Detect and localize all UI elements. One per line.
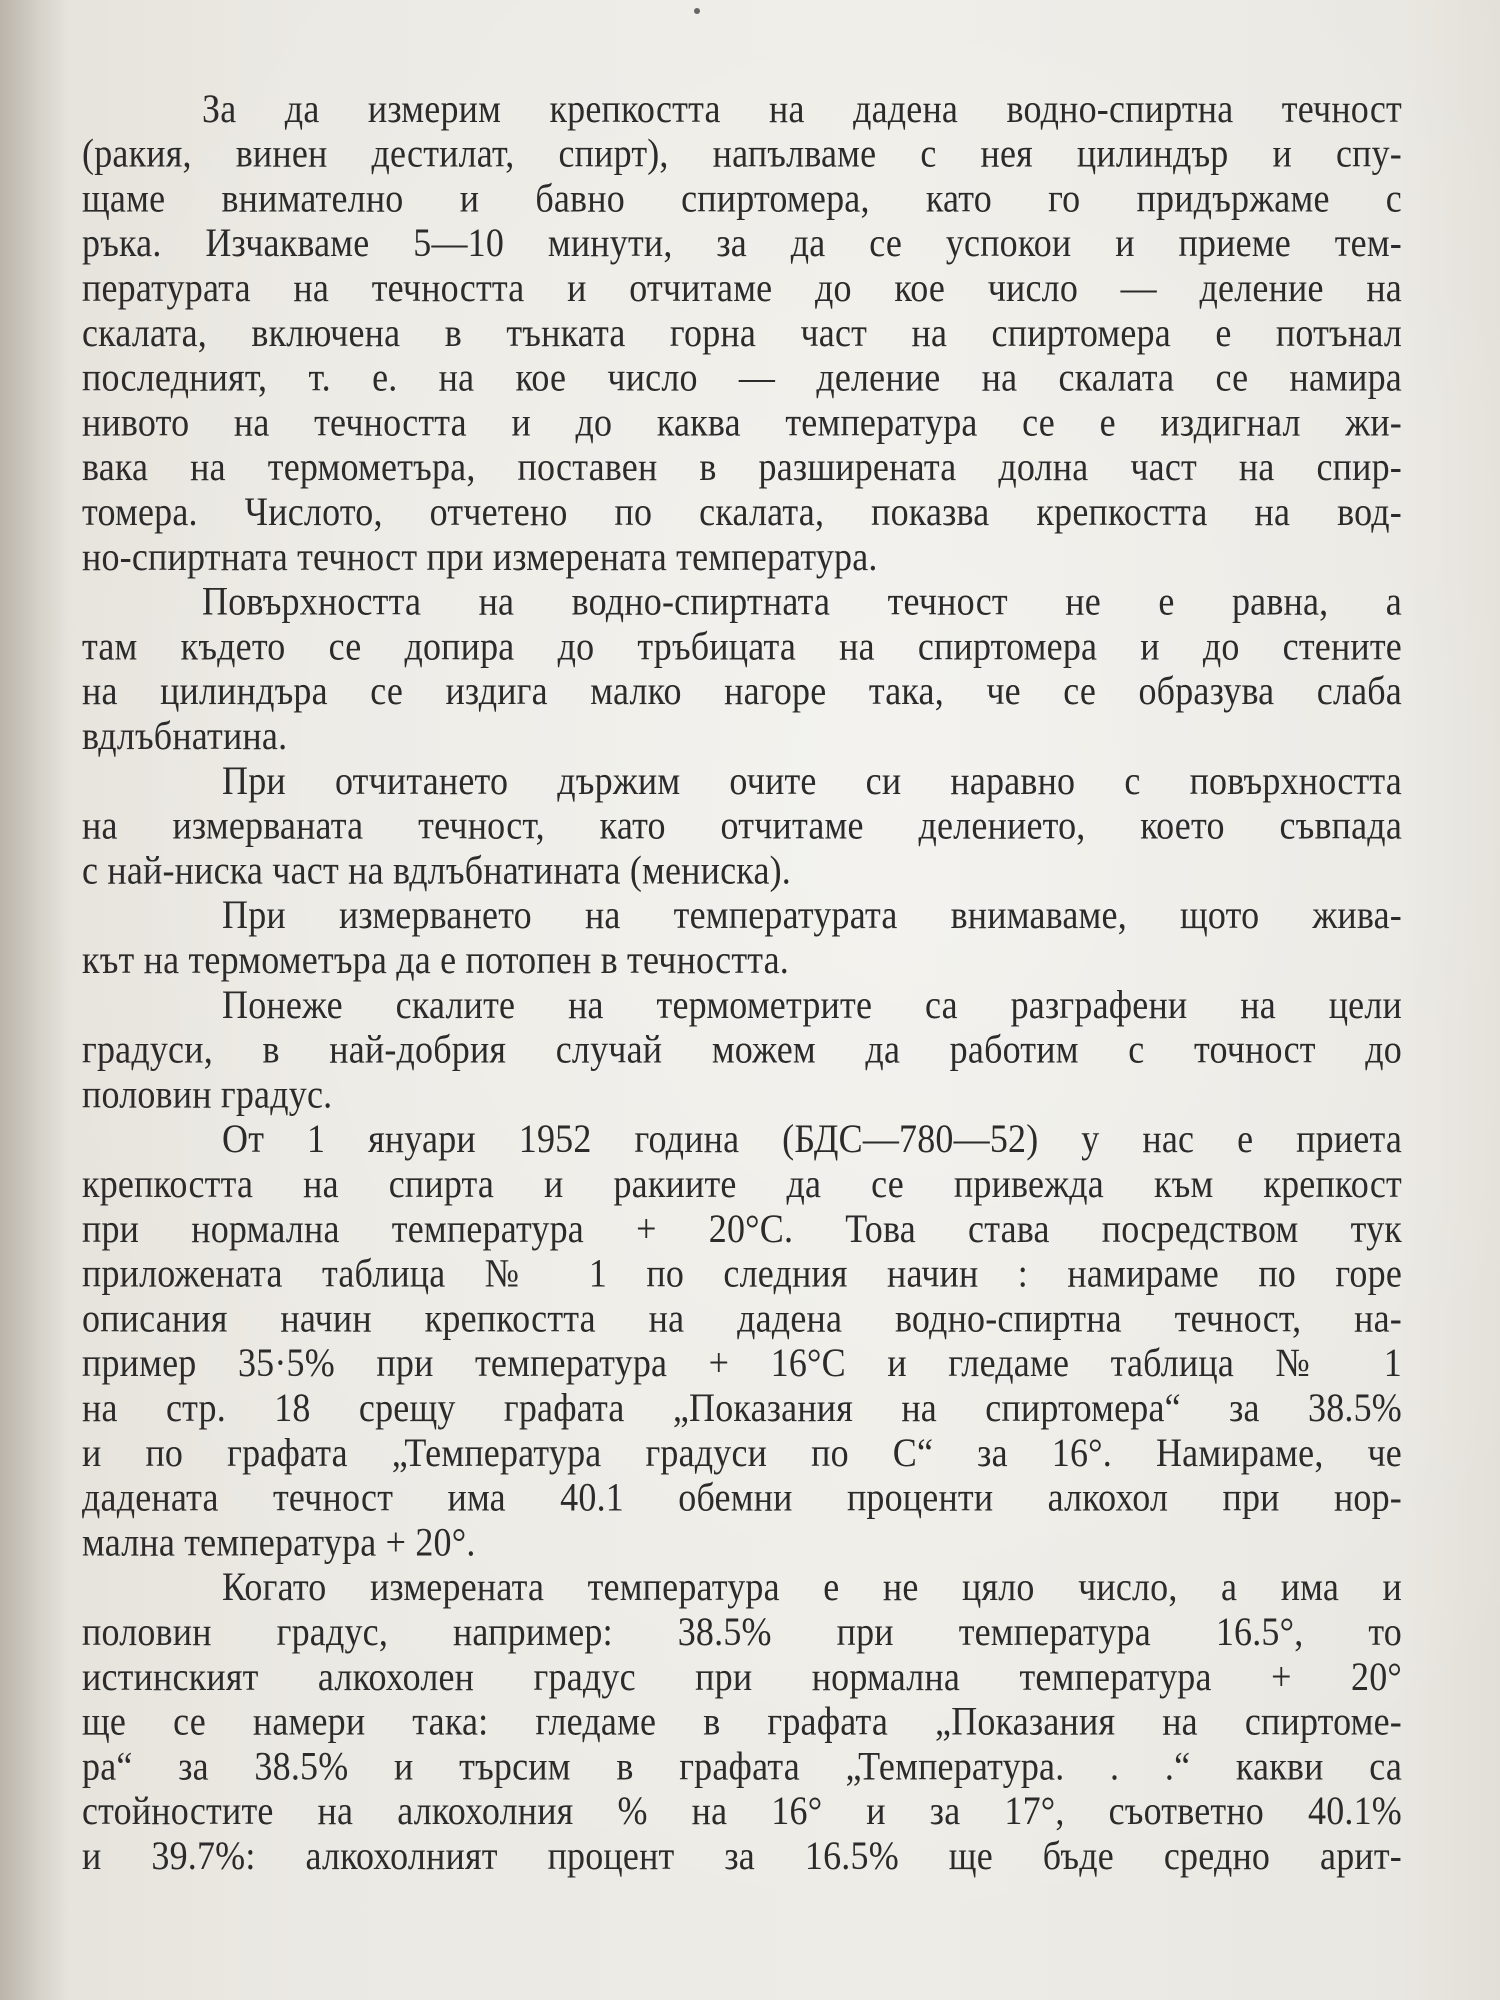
text-line: вака на термометъра, поставен в разширената долна част на спир- [82,444,1402,490]
text-line: крепкостта на спирта и ракиите да се привежда към крепкост [82,1161,1402,1206]
text-line: Повърхността на водно-спиртната течност не е равна, а [202,578,1402,624]
text-line: За да измерим крепкостта на дадена водно-спиртна течност [202,86,1402,131]
text-line: При измерването на температурата внимаваме, щото жива- [222,892,1402,938]
text-line: ръка. Изчакваме 5—10 минути, за да се успокои и приеме тем- [82,220,1402,266]
text-line: дадената течност има 40.1 обемни проценти алкохол при нор- [82,1474,1402,1520]
text-line: истинският алкохолен градус при нормална температура + 20° [82,1654,1402,1699]
text-line: вдлъбнатина. [82,713,288,758]
text-line: на стр. 18 срещу графата „Показания на спиртомера“ за 38.5% [82,1385,1402,1430]
body-text [82,86,1402,1878]
text-line: на измерваната течност, като отчитаме делението, което съвпада [82,802,1402,848]
text-line: При отчитането държим очите си наравно с повърхността [222,758,1402,803]
text-line: половин градус. [82,1071,333,1117]
text-line: стойностите на алкохолния % на 16° и за 17°, съответно 40.1% [82,1788,1402,1834]
text-line: на цилиндъра се издига малко нагоре така, че се образува слаба [82,668,1402,714]
paragraph-2 [82,579,1402,758]
text-line: ра“ за 38.5% и търсим в графата „Температура. . .“ какви са [82,1743,1402,1789]
text-line: там където се допира до тръбицата на спиртомера и до стените [82,623,1402,669]
paragraph-6 [82,1116,1402,1564]
text-line: томера. Числото, отчетено по скалата, показва крепкостта на вод- [82,489,1402,534]
paragraph-3 [82,758,1402,892]
text-line: последният, т. е. на кое число — деление на скалата се намира [82,354,1402,400]
ink-speck [694,8,700,14]
text-line: Понеже скалите на термометрите са разграфени на цели [222,982,1402,1027]
text-line: щаме внимателно и бавно спиртомера, като го придържаме с [82,175,1402,221]
text-line: пример 35·5% при температура + 16°С и гледаме таблица № 1 [82,1340,1402,1386]
text-line: Когато измерената температура е не цяло число, а има и [222,1564,1402,1610]
text-line: кът на термометъра да е потопен в течността. [82,937,790,982]
paragraph-4 [82,892,1402,982]
text-line: От 1 януари 1952 година (БДС—780—52) у нас е приета [222,1116,1402,1162]
text-line: с най-ниска част на вдлъбнатината (мениска). [82,847,792,893]
text-line: градуси, в най-добрия случай можем да работим с точност до [82,1026,1402,1072]
paragraph-5 [82,982,1402,1116]
text-line: ще се намери така: гледаме в графата „Показания на спиртоме- [82,1698,1402,1744]
text-line: описания начин крепкостта на дадена водно-спиртна течност, на- [82,1295,1402,1341]
text-line: (ракия, винен дестилат, спирт), напълваме с нея цилиндър и спу- [82,130,1402,176]
text-line: и 39.7%: алкохолният процент за 16.5% ще бъде средно арит- [82,1833,1402,1878]
text-line: но-спиртната течност при измерената температура. [82,534,878,579]
text-line: мална температура + 20°. [82,1519,476,1565]
paragraph-1 [82,86,1402,579]
text-line: пературата на течността и отчитаме до кое число — деление на [82,265,1402,310]
text-line: и по графата „Температура градуси по С“ за 16°. Намираме, че [82,1430,1402,1475]
text-line: приложената таблица № 1 по следния начин : намираме по горе [82,1250,1402,1296]
text-line: половин градус, например: 38.5% при температура 16.5°, то [82,1609,1402,1654]
text-line: нивото на течността и до каква температура се е издигнал жи- [82,399,1402,445]
text-line: скалата, включена в тънката горна част на спиртомера е потънал [82,310,1402,355]
text-line: при нормална температура + 20°С. Това става посредством тук [82,1206,1402,1251]
page-edge-shadow [0,0,70,2000]
paragraph-7 [82,1564,1402,1878]
